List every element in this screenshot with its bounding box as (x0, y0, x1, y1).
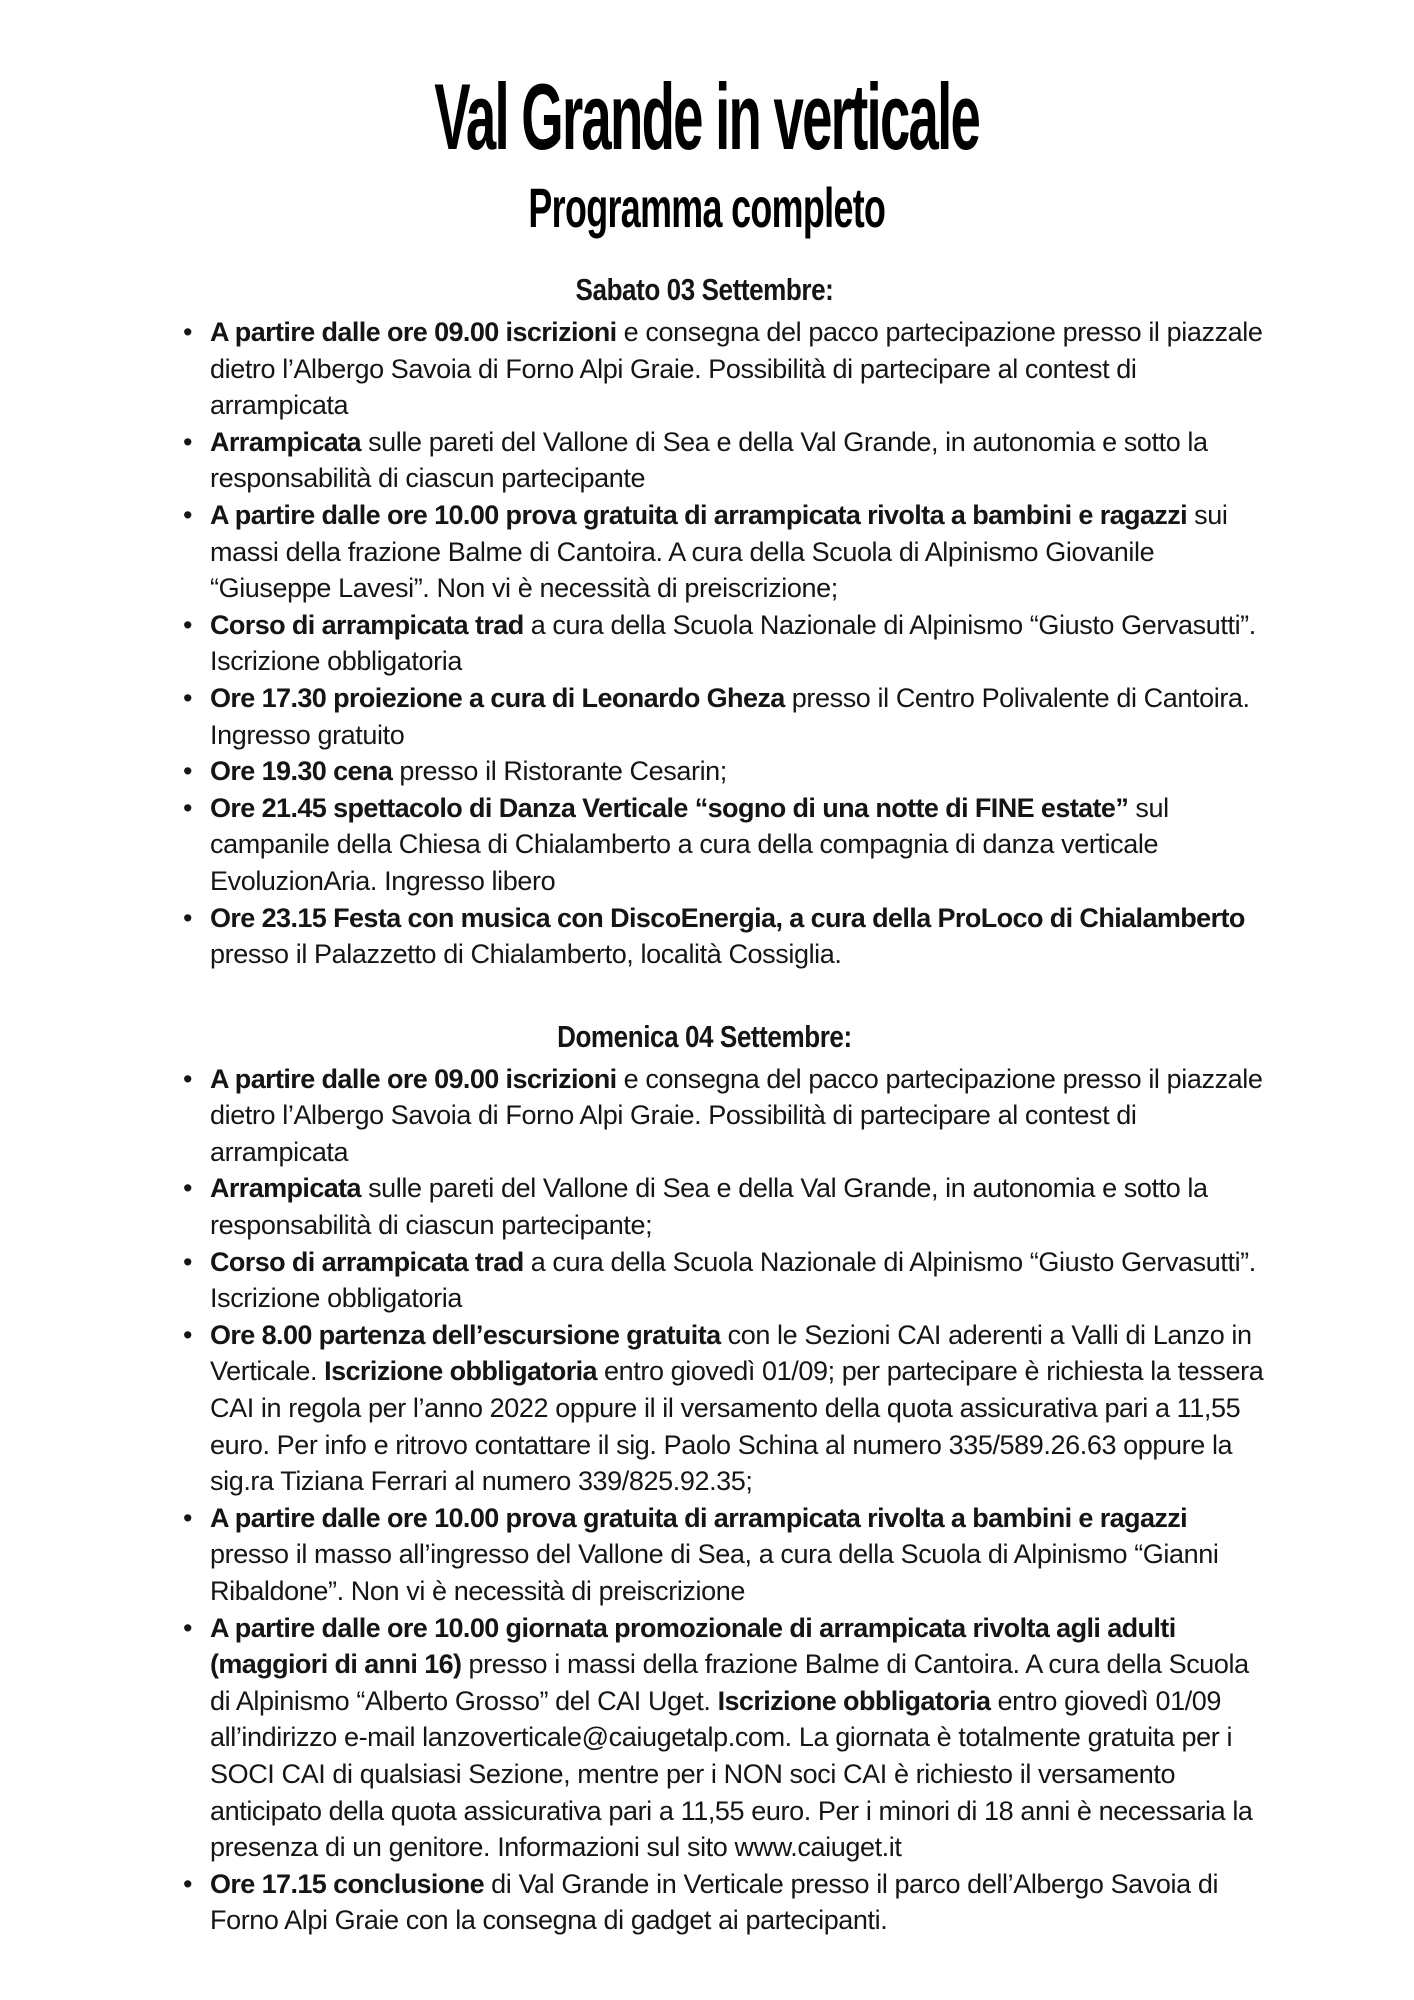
event-item (210, 1866, 1269, 1939)
sections (140, 272, 1269, 1939)
event-item (210, 314, 1269, 424)
event-item (210, 497, 1269, 607)
page-title-text: Val Grande in verticale (434, 64, 980, 169)
page-title (0, 64, 1414, 169)
section-heading-text: Sabato 03 Settembre: (575, 272, 834, 307)
event-lead-bold: Ore 19.30 cena (210, 756, 393, 787)
event-text: sui massi della frazione Balme di Cantoira. A cura della Scuola di Alpinismo Giovanile “Giuseppe Lavesi”. Non vi è necessità di preiscrizione; (210, 499, 1228, 604)
page-subtitle-text: Programma completo (528, 176, 886, 239)
event-list (140, 314, 1269, 973)
event-text: di Val Grande in Verticale presso il parco dell’Albergo Savoia di Forno Alpi Graie con la consegna di gadget ai partecipanti. (210, 1868, 1219, 1936)
page-subtitle (0, 176, 1414, 239)
event-item (210, 1317, 1269, 1500)
event-item (210, 607, 1269, 680)
event-item (210, 790, 1269, 900)
event-lead-bold: Corso di arrampicata trad (210, 1246, 524, 1277)
program-section (140, 1019, 1269, 1939)
event-item (210, 900, 1269, 973)
event-lead-bold: Ore 21.45 spettacolo di Danza Verticale “sogno di una notte di FINE estate” (210, 792, 1129, 823)
event-text: e consegna del pacco partecipazione presso il piazzale dietro l’Albergo Savoia di Forno Alpi Graie. Possibilità di partecipare al contest di arrampicata (210, 1063, 1263, 1167)
event-text: sulle pareti del Vallone di Sea e della Val Grande, in autonomia e sotto la responsabilità di ciascun partecipante; (210, 1173, 1208, 1241)
event-item (210, 1170, 1269, 1243)
event-lead-bold: A partire dalle ore 09.00 iscrizioni (210, 317, 617, 347)
event-text: con le Sezioni CAI aderenti a Valli di Lanzo in Verticale. (210, 1319, 1252, 1387)
event-item (210, 753, 1269, 790)
event-text: a cura della Scuola Nazionale di Alpinismo “Giusto Gervasutti”. Iscrizione obbligatoria (210, 1246, 1256, 1314)
event-text: a cura della Scuola Nazionale di Alpinismo “Giusto Gervasutti”. Iscrizione obbligatoria (210, 609, 1256, 677)
section-heading-text: Domenica 04 Settembre: (557, 1018, 852, 1054)
event-lead-bold: A partire dalle ore 09.00 iscrizioni (210, 1063, 617, 1094)
event-text: presso il Centro Polivalente di Cantoira. Ingresso gratuito (210, 682, 1250, 750)
event-lead-bold: Ore 17.15 conclusione (210, 1868, 485, 1899)
event-lead-bold: A partire dalle ore 10.00 prova gratuita di arrampicata rivolta a bambini e ragazzi (210, 499, 1188, 530)
event-item (210, 1500, 1269, 1610)
event-text: presso il Ristorante Cesarin; (392, 756, 727, 787)
event-text: sul campanile della Chiesa di Chialamberto a cura della compagnia di danza verticale EvoluzionAria. Ingresso libero (210, 792, 1169, 896)
event-item (210, 1061, 1269, 1171)
event-text: entro giovedì 01/09; per partecipare è richiesta la tessera CAI in regola per l’anno 2022 oppure il il versamento della quota assicurativa pari a 11,55 euro. Per info e ritrovo contattare il sig. Paolo Schina al numero 335/589.26.63 oppure la sig.ra Tiziana Ferrari al numero 339/825.92.35; (210, 1356, 1264, 1497)
event-text: presso i massi della frazione Balme di Cantoira. A cura della Scuola di Alpinismo “Alberto Grosso” del CAI Uget. (210, 1649, 1249, 1716)
event-lead-bold: Corso di arrampicata trad (210, 609, 524, 640)
section-heading (140, 1019, 1269, 1055)
event-item (210, 1244, 1269, 1317)
event-lead-bold: A partire dalle ore 10.00 giornata promozionale di arrampicata rivolta agli adulti (maggiori di anni 16) (210, 1612, 1176, 1680)
event-text: presso il masso all’ingresso del Vallone di Sea, a cura della Scuola di Alpinismo “Gianni Ribaldone”. Non vi è necessità di preiscrizione (210, 1539, 1219, 1606)
event-text: presso il Palazzetto di Chialamberto, località Cossiglia. (210, 939, 842, 970)
event-lead-bold: Ore 17.30 proiezione a cura di Leonardo Gheza (210, 682, 785, 713)
event-lead-bold: Iscrizione obbligatoria (717, 1685, 991, 1716)
program-section (140, 272, 1269, 973)
event-list (140, 1061, 1269, 1939)
event-item (210, 680, 1269, 753)
event-text: e consegna del pacco partecipazione presso il piazzale dietro l’Albergo Savoia di Forno Alpi Graie. Possibilità di partecipare al contest di arrampicata (210, 317, 1263, 421)
section-heading (140, 272, 1269, 308)
event-lead-bold: Ore 23.15 Festa con musica con DiscoEnergia, a cura della ProLoco di Chialamberto (210, 902, 1245, 933)
event-text: sulle pareti del Vallone di Sea e della Val Grande, in autonomia e sotto la responsabilità di ciascun partecipante (210, 426, 1208, 494)
event-lead-bold: Arrampicata (210, 1173, 361, 1204)
event-lead-bold: A partire dalle ore 10.00 prova gratuita di arrampicata rivolta a bambini e ragazzi (210, 1502, 1188, 1533)
event-lead-bold: Ore 8.00 partenza dell’escursione gratuita (210, 1319, 721, 1350)
event-item (210, 1610, 1269, 1866)
event-lead-bold: Arrampicata (210, 426, 361, 457)
event-text: entro giovedì 01/09 all’indirizzo e-mail lanzoverticale@caiugetalp.com. La giornata è totalmente gratuita per i SOCI CAI di qualsiasi Sezione, mentre per i NON soci CAI è richiesto il versamento anticipato della quota assicurativa pari a 11,55 euro. Per i minori di 18 anni è necessaria la presenza di un genitore. Informazioni sul sito www.caiuget.it (210, 1685, 1253, 1863)
event-item (210, 424, 1269, 497)
event-lead-bold: Iscrizione obbligatoria (324, 1356, 597, 1387)
